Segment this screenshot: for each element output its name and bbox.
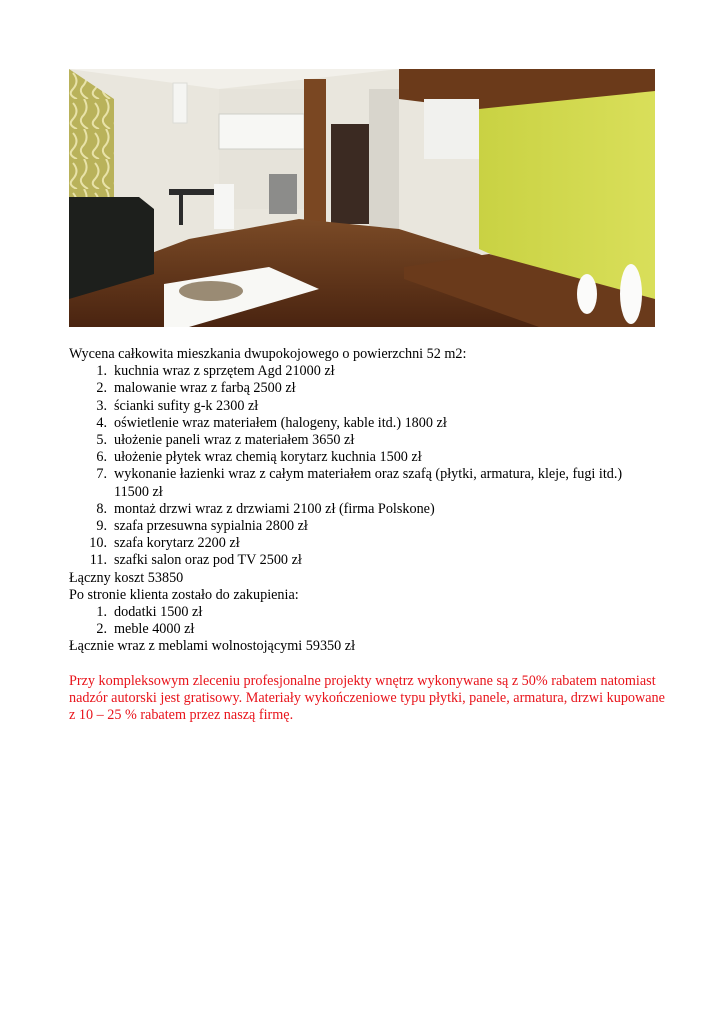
list-item: 1. kuchnia wraz z sprzętem Agd 21000 zł	[96, 363, 335, 380]
list-item: 10. szafa korytarz 2200 zł	[89, 535, 240, 552]
list-item: 3. ścianki sufity g-k 2300 zł	[96, 397, 259, 414]
list-item: 2. malowanie wraz z farbą 2500 zł	[96, 380, 296, 397]
list-item: 7. wykonanie łazienki wraz z całym materiałem oraz szafą (płytki, armatura, kleje, fugi itd.) 11500 zł	[96, 466, 623, 500]
list-item: 2. meble 4000 zł	[96, 621, 195, 638]
list-item: 4. oświetlenie wraz materiałem (halogeny, kable itd.) 1800 zł	[96, 414, 447, 431]
grand-total: Łącznie wraz z meblami wolnostojącymi 59350 zł	[69, 638, 356, 655]
client-heading: Po stronie klienta zostało do zakupienia:	[69, 586, 299, 603]
total-cost: Łączny koszt 53850	[69, 569, 184, 586]
discount-note: Przy kompleksowym zleceniu profesjonalne projekty wnętrz wykonywane są z 50% rabatem natomiast nadzór autorski jest gratisowy. Materiały wykończeniowe typu płytki, panele, armatura, drzwi kupowane z 10 – 25 % rabatem przez naszą firmę.	[69, 672, 665, 724]
list-item: 6. ułożenie płytek wraz chemią korytarz kuchnia 1500 zł	[96, 449, 422, 466]
list-item: 8. montaż drzwi wraz z drzwiami 2100 zł (firma Polskone)	[96, 500, 435, 517]
list-item: 1. dodatki 1500 zł	[96, 604, 203, 621]
client-list	[69, 604, 669, 638]
quote-document	[69, 346, 669, 724]
intro-text: Wycena całkowita mieszkania dwupokojowego o powierzchni 52 m2:	[69, 346, 467, 362]
list-item: 11. szafki salon oraz pod TV 2500 zł	[89, 552, 302, 569]
list-item: 5. ułożenie paneli wraz z materiałem 3650 zł	[96, 432, 355, 449]
cost-list	[69, 363, 669, 569]
list-item: 9. szafa przesuwna sypialnia 2800 zł	[96, 518, 308, 535]
apartment-interior-photo	[69, 69, 655, 327]
